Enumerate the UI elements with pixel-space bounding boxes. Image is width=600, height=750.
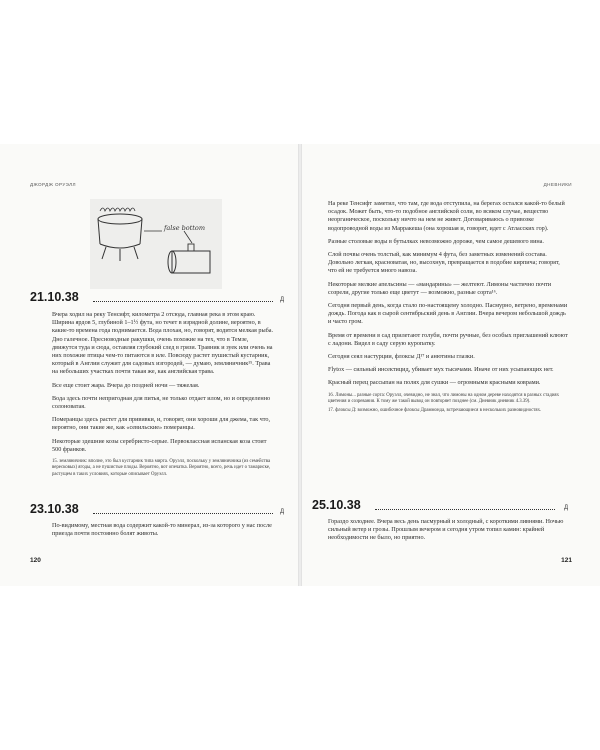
- running-head-right: ДНЕВНИКИ: [543, 182, 572, 187]
- entry-heading: [302, 498, 600, 514]
- entry-mark: Д: [564, 505, 569, 511]
- paragraph: По-видимому, местная вода содержит какой-то минерал, из-за которого у нас после приезда почти постоянно болят животы.: [52, 522, 272, 538]
- paragraph: Гораздо холоднее. Вчера весь день пасмурный и холодный, с короткими ливнями. Ночью сильный ветер и грозы. Прошлым вечером и сегодня утром топил камин: крайней необходимости не было, но приятно.: [328, 518, 564, 542]
- sketch-drawing: [90, 199, 222, 289]
- paragraph: Красный перец рассыпан на полях для сушки — огромными красными коврами.: [328, 379, 541, 387]
- entry-date: 25.10.38: [312, 498, 361, 512]
- entry-date: 21.10.38: [30, 290, 79, 304]
- entry-heading: [0, 290, 298, 306]
- paragraph: Некоторые мелкие апельсины — «мандарины» — желтеют. Лимоны частично почти созрели, другие только еще цветут — возможно, разные сорта¹⁶.: [328, 280, 552, 296]
- entry-mark: Д: [280, 297, 285, 303]
- dotted-rule: [93, 301, 273, 302]
- page-number: 121: [561, 557, 572, 564]
- page-number: 120: [30, 557, 41, 564]
- entry-date: 23.10.38: [30, 502, 79, 516]
- footnote: 17. флоксы Д: возможно, ошибочное флоксы Драммонда, встречающиеся в нескольких разновидностях.: [328, 408, 542, 414]
- paragraph: Вода здесь почти непригодная для питья, не только отдает илом, но и определенно солоноватая.: [52, 394, 271, 411]
- sketch-illustration: [90, 199, 222, 289]
- paragraph: Время от времени в сад прилетают голуби, почти ручные, без особых приглашений клюют с ладони. Видел в саду серую куропатку.: [328, 331, 568, 347]
- entry-body: [328, 200, 568, 418]
- paragraph: Все еще стоит жара. Вчера до поздней ночи — тяжелая.: [52, 381, 200, 389]
- entry-body: [52, 522, 274, 543]
- paragraph: Разные столовые воды в бутылках невозможно дороже, чем самое дешевого вина.: [328, 237, 544, 245]
- entry-body: [328, 518, 568, 548]
- paragraph: Сегодня первый день, когда стало по-настоящему холодно. Пасмурно, ветрено, временами дождь. Погода как в сырой сентябрьский день в Англии. Вчера вечером небольшой дождь и часто гром.: [328, 302, 568, 326]
- running-head-left: ДЖОРДЖ ОРУЭЛЛ: [30, 182, 76, 187]
- paragraph: Вчера ходил на реку Тенсифт, километра 2 отсюда, главная река в этом краю. Ширина ярдов 5, глубиной 1–1½ фута, но течет в изрядной долине, вероятно, в какие-то времена года поднимается. Вода плохая, но, говорят, водится мелкая рыба. Дно галечное. Пресноводные ракушки, очень похожие на тех, что в Темзе, движутся туда и сюда, оставляя глубокий след в грязи. Травник и зуек или очень на них похожие птицы чем-то питаются в иле. Повсюду растет пушистый кустарник, который в Англии служит для садовых изгородей, — думаю, земляничник¹⁵. Трава на небольших участках почти такая же, как английская трава.: [52, 311, 274, 376]
- footnote: 16. Лимоны... разные сорта: Оруэлл, очевидно, не знал, что лимоны на одном дереве находятся в разных стадиях цветения и созревания. К тому же такой вывод он повторяет позднее (см. Дневник дневник 4.3.39).: [328, 392, 559, 405]
- left-page: [0, 144, 298, 586]
- entry-body: [52, 311, 274, 481]
- entry-mark: Д: [280, 509, 285, 515]
- paragraph: Сегодня сеял настурции, флоксы Д¹⁷ и анютины глазки.: [328, 353, 475, 361]
- paragraph: Некоторые здешние козы серебристо-серые. Первоклассная испанская коза стоит 500 франков.: [52, 437, 267, 453]
- paragraph: Слой почвы очень толстый, как минимум 4 фута, без заметных изменений состава. Довольно легкая, красноватая, но, высохнув, превращается в подобие кирпича; говорят, что ей не требуется много навоза.: [328, 251, 560, 275]
- paragraph: На реке Тенсифт заметил, что там, где вода отступила, на берегах остался какой-то белый осадок. Может быть, что-то подобное английской соли, во всяком случае, вещество неорганическое, поскольку ничто на нем не живет. Договариваюсь о привозке водопроводной воды из Марракеша (она хорошая и, говорят, идет с Атласских гор).: [328, 200, 565, 232]
- right-page: [302, 144, 600, 586]
- book-spread: [0, 144, 600, 586]
- entry-heading: [0, 502, 298, 518]
- dotted-rule: [93, 513, 273, 514]
- sketch-caption: false bottom: [164, 224, 205, 232]
- paragraph: Flytox — сильный инсектицид, убивает мух тысячами. Иначе от них усыпающих нет.: [328, 366, 554, 374]
- dotted-rule: [375, 509, 555, 510]
- footnote: 15. земляничник: вполне, это был кустарник типа мирта. Оруэлл, поскольку у земляничника (из семейства вересковых) ягоды, а не пушистые плоды. Вероятно, вот опечатка. Вероятно, всего, речь идет о тамариске, растущем в таких условиях, которые описывает Оруэлл.: [52, 459, 271, 477]
- paragraph: Померанцы здесь растет для прививки, и, говорят, они хороши для джема, так что, вероятно, они такие же, как «севильские» померанцы.: [52, 416, 271, 432]
